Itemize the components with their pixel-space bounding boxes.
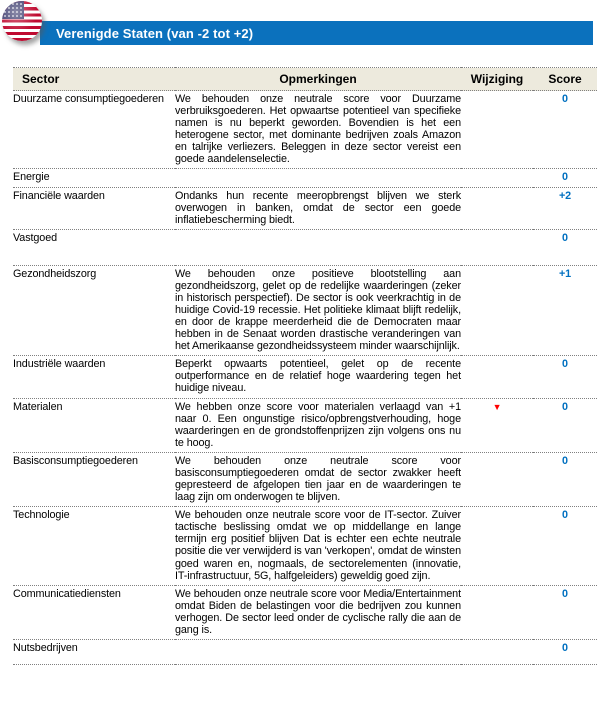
- score-cell: [533, 169, 597, 187]
- column-header-score: Score: [533, 68, 597, 91]
- comment-cell: [175, 639, 461, 664]
- comment-text: We behouden onze neutrale score voor basisconsumptiegoederen omdat de sector zwakker heeft gepresteerd de afgelopen tien jaar en de waarderingen te laag zijn om onderwogen te blijven.: [175, 454, 461, 504]
- table-row: [13, 187, 597, 229]
- comment-cell: [175, 91, 461, 169]
- change-cell: [461, 187, 533, 229]
- change-cell: [461, 452, 533, 506]
- comment-text: We behouden onze positieve blootstelling aan gezondheidszorg, gelet op de redelijke waarderingen (zeker in historisch perspectief). De sector is ook veerkrachtig in de huidige Covid-19 recessie. Het politieke klimaat blijft redelijk, en door de krappe meerderheid die de Democraten maar hebben in de Senaat worden drastische veranderingen van het Amerikaanse gezondheidssysteem minder waarschijnlijk.: [175, 267, 461, 353]
- sector-label: Financiële waarden: [13, 189, 105, 202]
- us-flag-icon: [2, 1, 42, 41]
- score-cell: [533, 265, 597, 356]
- sector-cell: [13, 169, 175, 187]
- score-value: 0: [562, 587, 568, 600]
- score-cell: [533, 452, 597, 506]
- sector-cell: [13, 91, 175, 169]
- comment-cell: [175, 585, 461, 639]
- comment-text: Beperkt opwaarts potentieel, gelet op de recente outperformance en de relatief hoge waardering tegen het huidige niveau.: [175, 358, 461, 395]
- comment-cell: [175, 265, 461, 356]
- score-value: 0: [562, 358, 568, 371]
- score-value: 0: [562, 400, 568, 413]
- sector-cell: [13, 398, 175, 452]
- sector-cell: [13, 265, 175, 356]
- score-value: 0: [562, 454, 568, 467]
- table-row: [13, 507, 597, 585]
- comment-text: We hebben onze score voor materialen verlaagd van +1 naar 0. Een ongunstige risico/opbrengstverhouding, hoge waarderingen en de grondstoffenprijzen zijn volgens ons nu te hoog.: [175, 400, 461, 449]
- score-cell: [533, 91, 597, 169]
- score-cell: [533, 187, 597, 229]
- change-cell: [461, 585, 533, 639]
- table-row: [13, 452, 597, 506]
- change-cell: [461, 91, 533, 169]
- table-row: [13, 356, 597, 398]
- sector-label: Gezondheidszorg: [13, 267, 97, 280]
- sector-cell: [13, 639, 175, 664]
- comment-cell: [175, 452, 461, 506]
- comment-cell: [175, 507, 461, 585]
- table-row: [13, 398, 597, 452]
- score-value: 0: [562, 641, 568, 654]
- sector-cell: [13, 356, 175, 398]
- table-header: [13, 68, 597, 91]
- column-header-sector: Sector: [13, 68, 175, 91]
- table-row: [13, 639, 597, 664]
- comment-text: We behouden onze neutrale score voor Duurzame verbruiksgoederen. Het opwaartse potentieel van specifieke namen is nu beperkt geworden. Bovendien is het een heterogene sector, met dominante bedrijven zoals Amazon en talrijke verliezers. Beleggen in deze sector vereist een goede aandelenselectie.: [175, 93, 461, 166]
- comment-cell: [175, 398, 461, 452]
- page-title: Verenigde Staten (van -2 tot +2): [56, 25, 254, 41]
- comment-text: Ondanks hun recente meeropbrengst blijven we sterk overwogen in banken, omdat de sector een goede inflatiebescherming biedt.: [175, 189, 461, 226]
- score-cell: [533, 229, 597, 265]
- change-cell: [461, 398, 533, 452]
- sector-label: Basisconsumptiegoederen: [13, 454, 138, 467]
- comment-text: We behouden onze neutrale score voor de IT-sector. Zuiver tactische beslissing omdat we op middellange en lange termijn erg positief blijven Dat is echter een echte neutrale positie die ver verwijderd is van 'verkopen', omdat de winsten goed waren en, nogmaals, de sectorelementen (innovatie, IT-infrastructuur, 5G, halfgeleiders) geweldig goed zijn.: [175, 509, 461, 582]
- sector-label: Duurzame consumptiegoederen: [13, 93, 164, 105]
- comment-cell: [175, 229, 461, 265]
- score-value: +1: [558, 267, 572, 280]
- sector-label: Communicatiediensten: [13, 587, 121, 600]
- flag-gloss: [2, 1, 42, 41]
- comment-text: We behouden onze neutrale score voor Media/Entertainment omdat Biden de belastingen voor die bedrijven zou kunnen verhogen. De sector leed onder de cyclische rally die aan de gang is.: [175, 587, 461, 636]
- table-row: [13, 585, 597, 639]
- change-cell: [461, 356, 533, 398]
- score-cell: [533, 639, 597, 664]
- sector-label: Energie: [13, 171, 50, 184]
- score-cell: [533, 398, 597, 452]
- score-value: +2: [558, 189, 572, 202]
- score-value: 0: [562, 231, 568, 244]
- sector-label: Vastgoed: [13, 231, 58, 244]
- sector-label: Technologie: [13, 509, 70, 522]
- sector-cell: [13, 187, 175, 229]
- table-row: [13, 265, 597, 356]
- change-cell: [461, 639, 533, 664]
- table-row: [13, 91, 597, 169]
- change-cell: [461, 169, 533, 187]
- score-cell: [533, 507, 597, 585]
- comment-cell: [175, 187, 461, 229]
- sector-cell: [13, 585, 175, 639]
- comment-cell: [175, 169, 461, 187]
- table-row: [13, 169, 597, 187]
- score-cell: [533, 585, 597, 639]
- sector-label: Nutsbedrijven: [13, 641, 78, 654]
- change-down-icon: ▼: [492, 401, 502, 412]
- table-row: [13, 229, 597, 265]
- table-body: [13, 91, 597, 665]
- sector-score-table: [13, 67, 597, 665]
- column-header-opmerkingen: Opmerkingen: [175, 68, 461, 91]
- change-cell: [461, 229, 533, 265]
- table-header-row: [13, 68, 597, 91]
- score-value: 0: [562, 509, 568, 522]
- comment-cell: [175, 356, 461, 398]
- sector-label: Industriële waarden: [13, 358, 106, 371]
- title-bar: [40, 21, 593, 45]
- score-value: 0: [562, 171, 568, 184]
- column-header-wijziging: Wijziging: [461, 68, 533, 91]
- sector-cell: [13, 229, 175, 265]
- change-cell: [461, 265, 533, 356]
- sector-cell: [13, 507, 175, 585]
- sector-cell: [13, 452, 175, 506]
- sector-label: Materialen: [13, 400, 63, 413]
- change-cell: [461, 507, 533, 585]
- score-cell: [533, 356, 597, 398]
- score-value: 0: [562, 93, 568, 105]
